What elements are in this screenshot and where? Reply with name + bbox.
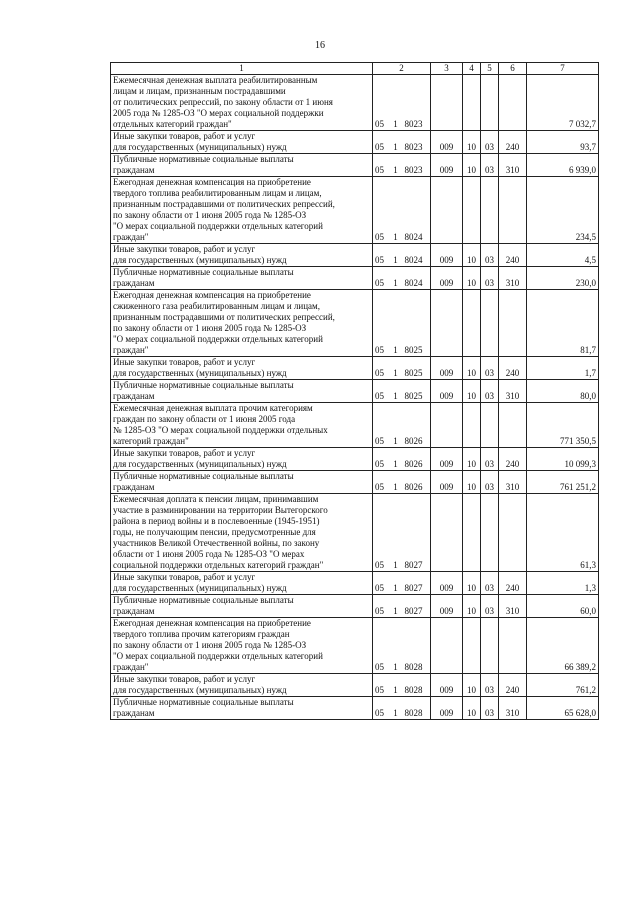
amount: 771 350,5 bbox=[527, 403, 599, 448]
amount: 1,3 bbox=[527, 572, 599, 595]
code-part: 8027 bbox=[404, 583, 423, 593]
row-description: Публичные нормативные социальные выплаты гражданам bbox=[111, 697, 373, 720]
row-description: Ежемесячная денежная выплата прочим категориям граждан по закону области от 1 июня 2005 года № 1285-ОЗ "О мерах социальной поддержки отдельных категорий граждан" bbox=[111, 403, 373, 448]
amount: 761 251,2 bbox=[527, 471, 599, 494]
row-description: Публичные нормативные социальные выплаты гражданам bbox=[111, 471, 373, 494]
code-part: 1 bbox=[393, 560, 398, 570]
code-part: 05 bbox=[375, 436, 384, 446]
code-part: 8025 bbox=[404, 368, 423, 378]
code-part: 1 bbox=[393, 255, 398, 265]
code-part: 05 bbox=[375, 685, 384, 695]
table-row bbox=[111, 380, 599, 403]
code-part: 8027 bbox=[404, 606, 423, 616]
expense-type-code: 240 bbox=[499, 357, 527, 380]
table-row bbox=[111, 697, 599, 720]
row-description: Публичные нормативные социальные выплаты гражданам bbox=[111, 154, 373, 177]
code-part: 8026 bbox=[404, 436, 423, 446]
code-part: 8028 bbox=[404, 708, 423, 718]
code-part: 05 bbox=[375, 583, 384, 593]
table-row bbox=[111, 290, 599, 357]
table-row bbox=[111, 618, 599, 674]
budget-table bbox=[110, 62, 599, 720]
row-description: Иные закупки товаров, работ и услуг для государственных (муниципальных) нужд bbox=[111, 674, 373, 697]
code-part: 1 bbox=[393, 232, 398, 242]
table-row bbox=[111, 674, 599, 697]
code-part: 05 bbox=[375, 662, 384, 672]
section-code bbox=[463, 494, 481, 572]
expense-type-code: 310 bbox=[499, 380, 527, 403]
subsection-code bbox=[481, 177, 499, 244]
code-part: 05 bbox=[375, 708, 384, 718]
subsection-code bbox=[481, 403, 499, 448]
subsection-code: 03 bbox=[481, 131, 499, 154]
code-part: 1 bbox=[393, 119, 398, 129]
table-row bbox=[111, 448, 599, 471]
row-description: Иные закупки товаров, работ и услуг для государственных (муниципальных) нужд bbox=[111, 572, 373, 595]
code-part: 8026 bbox=[404, 482, 423, 492]
amount: 80,0 bbox=[527, 380, 599, 403]
target-article-code bbox=[373, 380, 431, 403]
section-code bbox=[463, 403, 481, 448]
ministry-code: 009 bbox=[431, 131, 463, 154]
subsection-code: 03 bbox=[481, 357, 499, 380]
row-description: Ежегодная денежная компенсация на приобретение твердого топлива реабилитированным лицам и лицам, признанным пострадавшими от политических репрессий, по закону области от 1 июня 2005 года № 1285-ОЗ "О мерах социальной поддержки отдельных категорий граждан" bbox=[111, 177, 373, 244]
section-code: 10 bbox=[463, 674, 481, 697]
expense-type-code bbox=[499, 403, 527, 448]
code-part: 8023 bbox=[404, 165, 423, 175]
ministry-code bbox=[431, 290, 463, 357]
subsection-code bbox=[481, 290, 499, 357]
code-part: 8023 bbox=[404, 142, 423, 152]
code-part: 05 bbox=[375, 165, 384, 175]
target-article-code bbox=[373, 448, 431, 471]
row-description: Иные закупки товаров, работ и услуг для государственных (муниципальных) нужд bbox=[111, 357, 373, 380]
code-part: 8023 bbox=[404, 119, 423, 129]
target-article-code bbox=[373, 177, 431, 244]
ministry-code bbox=[431, 177, 463, 244]
code-part: 1 bbox=[393, 165, 398, 175]
subsection-code: 03 bbox=[481, 471, 499, 494]
code-part: 1 bbox=[393, 391, 398, 401]
target-article-code bbox=[373, 572, 431, 595]
expense-type-code: 310 bbox=[499, 154, 527, 177]
subsection-code: 03 bbox=[481, 595, 499, 618]
section-code: 10 bbox=[463, 357, 481, 380]
amount: 61,3 bbox=[527, 494, 599, 572]
code-part: 8027 bbox=[404, 560, 423, 570]
amount: 60,0 bbox=[527, 595, 599, 618]
section-code: 10 bbox=[463, 131, 481, 154]
table-row bbox=[111, 494, 599, 572]
target-article-code bbox=[373, 357, 431, 380]
row-description: Ежегодная денежная компенсация на приобретение твердого топлива прочим категориям граждан по закону области от 1 июня 2005 года № 1285-ОЗ "О мерах социальной поддержки отдельных категорий граждан" bbox=[111, 618, 373, 674]
row-description: Публичные нормативные социальные выплаты гражданам bbox=[111, 380, 373, 403]
target-article-code bbox=[373, 154, 431, 177]
table-row bbox=[111, 403, 599, 448]
amount: 81,7 bbox=[527, 290, 599, 357]
row-description: Иные закупки товаров, работ и услуг для государственных (муниципальных) нужд bbox=[111, 448, 373, 471]
target-article-code bbox=[373, 595, 431, 618]
amount: 93,7 bbox=[527, 131, 599, 154]
section-code: 10 bbox=[463, 380, 481, 403]
table-row bbox=[111, 244, 599, 267]
code-part: 1 bbox=[393, 436, 398, 446]
column-header: 5 bbox=[481, 63, 499, 75]
section-code: 10 bbox=[463, 471, 481, 494]
table-row bbox=[111, 572, 599, 595]
code-part: 05 bbox=[375, 119, 384, 129]
section-code bbox=[463, 75, 481, 131]
ministry-code: 009 bbox=[431, 380, 463, 403]
section-code: 10 bbox=[463, 267, 481, 290]
page-number: 16 bbox=[315, 40, 325, 51]
ministry-code: 009 bbox=[431, 572, 463, 595]
column-header: 7 bbox=[527, 63, 599, 75]
subsection-code: 03 bbox=[481, 154, 499, 177]
code-part: 1 bbox=[393, 368, 398, 378]
expense-type-code: 310 bbox=[499, 595, 527, 618]
section-code: 10 bbox=[463, 595, 481, 618]
target-article-code bbox=[373, 674, 431, 697]
target-article-code bbox=[373, 75, 431, 131]
row-description: Иные закупки товаров, работ и услуг для государственных (муниципальных) нужд bbox=[111, 244, 373, 267]
expense-type-code bbox=[499, 494, 527, 572]
code-part: 05 bbox=[375, 482, 384, 492]
section-code: 10 bbox=[463, 244, 481, 267]
row-description: Публичные нормативные социальные выплаты гражданам bbox=[111, 267, 373, 290]
table-row bbox=[111, 267, 599, 290]
target-article-code bbox=[373, 131, 431, 154]
subsection-code: 03 bbox=[481, 697, 499, 720]
column-header: 2 bbox=[373, 63, 431, 75]
expense-type-code: 240 bbox=[499, 244, 527, 267]
amount: 230,0 bbox=[527, 267, 599, 290]
code-part: 05 bbox=[375, 142, 384, 152]
table-header-row bbox=[111, 63, 599, 75]
code-part: 05 bbox=[375, 255, 384, 265]
expense-type-code: 310 bbox=[499, 267, 527, 290]
code-part: 1 bbox=[393, 685, 398, 695]
code-part: 1 bbox=[393, 482, 398, 492]
target-article-code bbox=[373, 244, 431, 267]
target-article-code bbox=[373, 618, 431, 674]
section-code: 10 bbox=[463, 697, 481, 720]
expense-type-code: 240 bbox=[499, 448, 527, 471]
subsection-code: 03 bbox=[481, 244, 499, 267]
target-article-code bbox=[373, 267, 431, 290]
expense-type-code bbox=[499, 290, 527, 357]
code-part: 1 bbox=[393, 606, 398, 616]
ministry-code: 009 bbox=[431, 448, 463, 471]
amount: 66 389,2 bbox=[527, 618, 599, 674]
ministry-code: 009 bbox=[431, 471, 463, 494]
code-part: 1 bbox=[393, 278, 398, 288]
table-row bbox=[111, 131, 599, 154]
section-code bbox=[463, 177, 481, 244]
code-part: 05 bbox=[375, 232, 384, 242]
ministry-code: 009 bbox=[431, 674, 463, 697]
column-header: 4 bbox=[463, 63, 481, 75]
code-part: 1 bbox=[393, 583, 398, 593]
subsection-code bbox=[481, 75, 499, 131]
subsection-code: 03 bbox=[481, 674, 499, 697]
subsection-code: 03 bbox=[481, 572, 499, 595]
expense-type-code: 240 bbox=[499, 572, 527, 595]
amount: 6 939,0 bbox=[527, 154, 599, 177]
code-part: 8026 bbox=[404, 459, 423, 469]
code-part: 8024 bbox=[404, 255, 423, 265]
table-row bbox=[111, 357, 599, 380]
code-part: 8025 bbox=[404, 345, 423, 355]
table-row bbox=[111, 471, 599, 494]
code-part: 1 bbox=[393, 345, 398, 355]
code-part: 05 bbox=[375, 606, 384, 616]
expense-type-code bbox=[499, 75, 527, 131]
ministry-code bbox=[431, 403, 463, 448]
amount: 761,2 bbox=[527, 674, 599, 697]
expense-type-code: 240 bbox=[499, 674, 527, 697]
amount: 7 032,7 bbox=[527, 75, 599, 131]
target-article-code bbox=[373, 494, 431, 572]
table-row bbox=[111, 75, 599, 131]
ministry-code: 009 bbox=[431, 697, 463, 720]
amount: 65 628,0 bbox=[527, 697, 599, 720]
code-part: 8024 bbox=[404, 232, 423, 242]
target-article-code bbox=[373, 403, 431, 448]
ministry-code: 009 bbox=[431, 357, 463, 380]
amount: 10 099,3 bbox=[527, 448, 599, 471]
amount: 4,5 bbox=[527, 244, 599, 267]
section-code: 10 bbox=[463, 572, 481, 595]
code-part: 05 bbox=[375, 391, 384, 401]
code-part: 05 bbox=[375, 560, 384, 570]
subsection-code bbox=[481, 618, 499, 674]
expense-type-code bbox=[499, 618, 527, 674]
expense-type-code: 310 bbox=[499, 471, 527, 494]
code-part: 1 bbox=[393, 142, 398, 152]
section-code bbox=[463, 290, 481, 357]
ministry-code bbox=[431, 494, 463, 572]
ministry-code: 009 bbox=[431, 595, 463, 618]
section-code: 10 bbox=[463, 154, 481, 177]
subsection-code: 03 bbox=[481, 380, 499, 403]
column-header: 1 bbox=[111, 63, 373, 75]
code-part: 05 bbox=[375, 459, 384, 469]
code-part: 1 bbox=[393, 708, 398, 718]
row-description: Ежегодная денежная компенсация на приобретение сжиженного газа реабилитированным лицам и лицам, признанным пострадавшими от политических репрессий, по закону области от 1 июня 2005 года № 1285-ОЗ "О мерах социальной поддержки отдельных категорий граждан" bbox=[111, 290, 373, 357]
section-code: 10 bbox=[463, 448, 481, 471]
target-article-code bbox=[373, 290, 431, 357]
row-description: Ежемесячная денежная выплата реабилитированным лицам и лицам, признанным пострадавшими от политических репрессий, по закону области от 1 июня 2005 года № 1285-ОЗ "О мерах социальной поддержки отдельных категорий граждан" bbox=[111, 75, 373, 131]
expense-type-code: 240 bbox=[499, 131, 527, 154]
ministry-code bbox=[431, 75, 463, 131]
target-article-code bbox=[373, 471, 431, 494]
table-row bbox=[111, 154, 599, 177]
code-part: 05 bbox=[375, 368, 384, 378]
code-part: 8028 bbox=[404, 662, 423, 672]
subsection-code: 03 bbox=[481, 267, 499, 290]
column-header: 6 bbox=[499, 63, 527, 75]
expense-type-code: 310 bbox=[499, 697, 527, 720]
target-article-code bbox=[373, 697, 431, 720]
column-header: 3 bbox=[431, 63, 463, 75]
code-part: 8028 bbox=[404, 685, 423, 695]
row-description: Публичные нормативные социальные выплаты гражданам bbox=[111, 595, 373, 618]
ministry-code bbox=[431, 618, 463, 674]
code-part: 8024 bbox=[404, 278, 423, 288]
table-row bbox=[111, 595, 599, 618]
ministry-code: 009 bbox=[431, 267, 463, 290]
amount: 1,7 bbox=[527, 357, 599, 380]
ministry-code: 009 bbox=[431, 244, 463, 267]
section-code bbox=[463, 618, 481, 674]
expense-type-code bbox=[499, 177, 527, 244]
subsection-code: 03 bbox=[481, 448, 499, 471]
code-part: 05 bbox=[375, 345, 384, 355]
amount: 234,5 bbox=[527, 177, 599, 244]
row-description: Ежемесячная доплата к пенсии лицам, принимавшим участие в разминировании на территории Вытегорского района в период войны и в послевоенные (1945-1951) годы, не получающим пенсии, предусмотренные для участников Великой Отечественной войны, по закону области от 1 июня 2005 года № 1285-ОЗ "О мерах социальной поддержки отдельных категорий граждан" bbox=[111, 494, 373, 572]
ministry-code: 009 bbox=[431, 154, 463, 177]
code-part: 8025 bbox=[404, 391, 423, 401]
subsection-code bbox=[481, 494, 499, 572]
code-part: 1 bbox=[393, 459, 398, 469]
table-row bbox=[111, 177, 599, 244]
code-part: 1 bbox=[393, 662, 398, 672]
row-description: Иные закупки товаров, работ и услуг для государственных (муниципальных) нужд bbox=[111, 131, 373, 154]
code-part: 05 bbox=[375, 278, 384, 288]
